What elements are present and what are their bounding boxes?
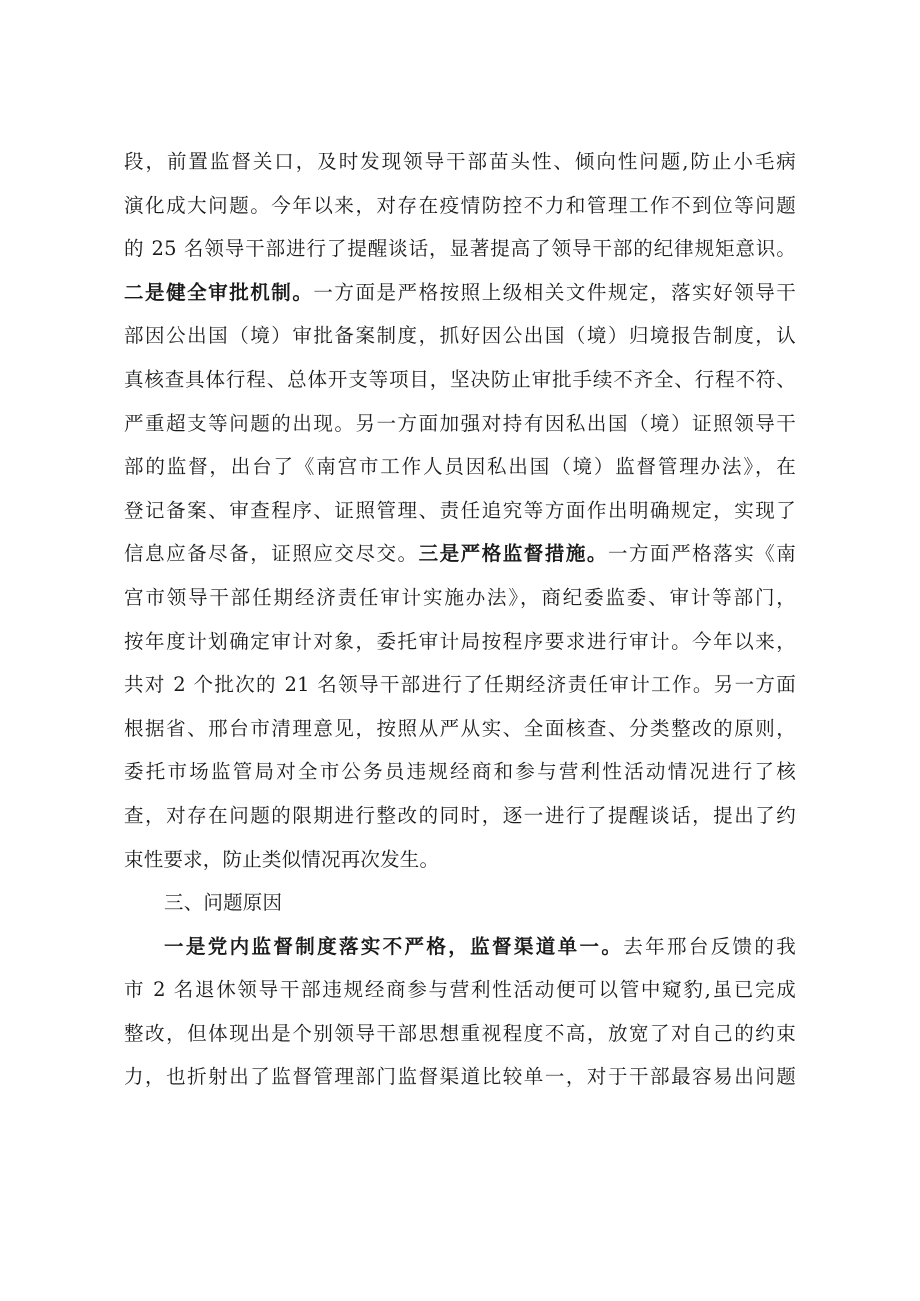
text-line: 段，前置监督关口，及时发现领导干部苗头性、倾向性问题,防止小毛病 (124, 150, 796, 173)
text-line: 市 2 名退休领导干部违规经商参与营利性活动便可以管中窥豹,虽已完成 (124, 978, 796, 1002)
text-line: 真核查具体行程、总体开支等项目，坚决防止审批手续不齐全、行程不符、 (124, 367, 796, 391)
text-line: 按年度计划确定审计对象，委托审计局按程序要求进行审计。今年以来， (124, 629, 796, 653)
text-line: 部因公出国（境）审批备案制度，抓好因公出国（境）归境报告制度，认 (124, 324, 796, 348)
subheading-cause-1: 一是党内监督制度落实不严格，监督渠道单一。 (164, 934, 624, 958)
section-heading: 三、问题原因 (164, 891, 283, 915)
text-segment: 去年邢台反馈的我 (623, 934, 796, 958)
text-line: 严重超支等问题的出现。另一方面加强对持有因私出国（境）证照领导干 (124, 411, 796, 435)
text-line: 宫市领导干部任期经济责任审计实施办法》，商纪委监委、审计等部门， (124, 585, 796, 609)
text-segment: 一方面是严格按照上级相关文件规定，落实好领导干 (313, 280, 796, 304)
text-line: 束性要求，防止类似情况再次发生。 (124, 847, 440, 871)
text-segment: 信息应备尽备，证照应交尽交。 (124, 542, 419, 566)
text-line: 力，也折射出了监督管理部门监督渠道比较单一，对于干部最容易出问题 (124, 1065, 796, 1089)
text-line: 查，对存在问题的限期进行整改的同时，逐一进行了提醒谈话，提出了约 (124, 803, 796, 827)
text-line: 登记备案、审查程序、证照管理、责任追究等方面作出明确规定，实现了 (124, 498, 796, 522)
document-page (124, 140, 796, 1099)
text-line (124, 532, 796, 576)
text-line: 根据省、邢台市清理意见，按照从严从实、全面核查、分类整改的原则， (124, 716, 796, 740)
text-line (124, 925, 796, 969)
text-segment: 一方面严格落实《南 (607, 542, 796, 566)
text-line: 整改，但体现出是个别领导干部思想重视程度不高，放宽了对自己的约束 (124, 1021, 796, 1045)
text-line: 的 25 名领导干部进行了提醒谈话，显著提高了领导干部的纪律规矩意识。 (124, 237, 796, 261)
text-line: 委托市场监管局对全市公务员违规经商和参与营利性活动情况进行了核 (124, 760, 796, 784)
text-line (124, 271, 796, 315)
text-line: 共对 2 个批次的 21 名领导干部进行了任期经济责任审计工作。另一方面 (124, 673, 796, 697)
text-line: 部的监督，出台了《南宫市工作人员因私出国（境）监督管理办法》，在 (124, 455, 796, 479)
text-line: 演化成大问题。今年以来，对存在疫情防控不力和管理工作不到位等问题 (124, 193, 796, 217)
subheading-supervision: 三是严格监督措施。 (418, 542, 608, 566)
subheading-approval: 二是健全审批机制。 (124, 280, 314, 304)
